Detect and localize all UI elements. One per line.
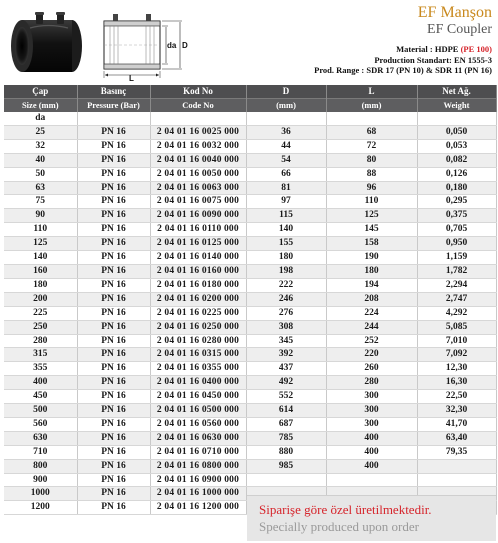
cell-weight: 0,375 — [417, 209, 496, 223]
table-row — [4, 334, 496, 348]
cell-l: 300 — [326, 390, 417, 404]
cell-weight: 1,782 — [417, 264, 496, 278]
cell-size: 50 — [4, 167, 77, 181]
col-header-d: D — [246, 85, 326, 99]
cell-size: 225 — [4, 306, 77, 320]
cell-l: 220 — [326, 348, 417, 362]
cell-weight: 4,292 — [417, 306, 496, 320]
col-subheader-code: Code No — [150, 99, 246, 113]
note-en: Specially produced upon order — [259, 519, 419, 534]
cell-l: 80 — [326, 153, 417, 167]
cell-code: 2 04 01 16 0280 000 — [150, 334, 246, 348]
cell-weight: 63,40 — [417, 431, 496, 445]
cell-d: 437 — [246, 362, 326, 376]
cell-code: 2 04 01 16 0050 000 — [150, 167, 246, 181]
cell-d: 392 — [246, 348, 326, 362]
cell-l: 72 — [326, 139, 417, 153]
cell-pressure: PN 16 — [77, 237, 150, 251]
cell-d: 66 — [246, 167, 326, 181]
cell-weight: 0,050 — [417, 125, 496, 139]
cell-l: 400 — [326, 459, 417, 473]
cell-size: 110 — [4, 223, 77, 237]
cell-weight: 41,70 — [417, 417, 496, 431]
production-standard: Production Standart: EN 1555-3 — [374, 54, 492, 65]
cell-pressure: PN 16 — [77, 473, 150, 487]
cell-l: 400 — [326, 431, 417, 445]
cell-pressure: PN 16 — [77, 292, 150, 306]
table-row — [4, 348, 496, 362]
col-subheader-l: (mm) — [326, 99, 417, 113]
table-row-da — [4, 112, 496, 125]
table-row — [4, 237, 496, 251]
cell-l: 158 — [326, 237, 417, 251]
cell-weight: 7,010 — [417, 334, 496, 348]
order-note — [247, 495, 496, 541]
cell-d: 81 — [246, 181, 326, 195]
cell-size: 280 — [4, 334, 77, 348]
table-cell — [417, 112, 496, 125]
production-range: Prod. Range : SDR 17 (PN 10) & SDR 11 (PN 16) — [314, 65, 492, 75]
cell-weight: 0,950 — [417, 237, 496, 251]
cell-code: 2 04 01 16 0560 000 — [150, 417, 246, 431]
cell-d: 54 — [246, 153, 326, 167]
cell-d: 44 — [246, 139, 326, 153]
cell-l: 68 — [326, 125, 417, 139]
table-cell — [77, 112, 150, 125]
cell-code: 2 04 01 16 0110 000 — [150, 223, 246, 237]
cell-pressure: PN 16 — [77, 264, 150, 278]
cell-code: 2 04 01 16 1000 000 — [150, 487, 246, 501]
coupler-photo — [8, 8, 88, 80]
cell-l: 194 — [326, 278, 417, 292]
cell-code: 2 04 01 16 1200 000 — [150, 501, 246, 515]
cell-pressure: PN 16 — [77, 306, 150, 320]
table-header-row — [4, 85, 496, 99]
drawing-da-label: da — [167, 41, 177, 50]
cell-d: 492 — [246, 376, 326, 390]
cell-d: 687 — [246, 417, 326, 431]
cell-weight: 0,082 — [417, 153, 496, 167]
cell-d: 246 — [246, 292, 326, 306]
cell-l: 180 — [326, 264, 417, 278]
cell-d: 276 — [246, 306, 326, 320]
cell-code: 2 04 01 16 0160 000 — [150, 264, 246, 278]
table-row — [4, 404, 496, 418]
table-row — [4, 264, 496, 278]
cell-size: 250 — [4, 320, 77, 334]
cell-pressure: PN 16 — [77, 278, 150, 292]
cell-d: 140 — [246, 223, 326, 237]
cell-code: 2 04 01 16 0040 000 — [150, 153, 246, 167]
cell-weight: 12,30 — [417, 362, 496, 376]
cell-pressure: PN 16 — [77, 376, 150, 390]
table-row — [4, 278, 496, 292]
cell-pressure: PN 16 — [77, 459, 150, 473]
table-row — [4, 195, 496, 209]
cell-l: 190 — [326, 251, 417, 265]
cell-size: 125 — [4, 237, 77, 251]
cell-size: 63 — [4, 181, 77, 195]
table-row — [4, 431, 496, 445]
col-header-weight: Net Ağ. — [417, 85, 496, 99]
table-row — [4, 459, 496, 473]
cell-weight: 5,085 — [417, 320, 496, 334]
cell-size: 180 — [4, 278, 77, 292]
cell-size: 500 — [4, 404, 77, 418]
cell-l: 96 — [326, 181, 417, 195]
cell-code: 2 04 01 16 0225 000 — [150, 306, 246, 320]
cell-weight: 79,35 — [417, 445, 496, 459]
table-row — [4, 473, 496, 487]
cell-pressure: PN 16 — [77, 445, 150, 459]
cell-d: 880 — [246, 445, 326, 459]
cell-size: 75 — [4, 195, 77, 209]
material-spec — [314, 44, 492, 55]
cell-pressure: PN 16 — [77, 431, 150, 445]
cell-size: 200 — [4, 292, 77, 306]
table-subheader-row — [4, 99, 496, 113]
cell-d: 785 — [246, 431, 326, 445]
table-row — [4, 153, 496, 167]
cell-d: 115 — [246, 209, 326, 223]
cell-pressure: PN 16 — [77, 195, 150, 209]
coupler-drawing — [96, 10, 196, 82]
cell-weight: 1,159 — [417, 251, 496, 265]
cell-d: 985 — [246, 459, 326, 473]
cell-l: 244 — [326, 320, 417, 334]
cell-pressure: PN 16 — [77, 362, 150, 376]
col-subheader-size: Size (mm) — [4, 99, 77, 113]
cell-code: 2 04 01 16 0710 000 — [150, 445, 246, 459]
cell-weight — [417, 473, 496, 487]
cell-code: 2 04 01 16 0250 000 — [150, 320, 246, 334]
col-header-pressure: Basınç — [77, 85, 150, 99]
cell-l: 110 — [326, 195, 417, 209]
cell-l: 280 — [326, 376, 417, 390]
cell-size: 710 — [4, 445, 77, 459]
cell-size: 560 — [4, 417, 77, 431]
cell-d: 97 — [246, 195, 326, 209]
cell-weight: 2,747 — [417, 292, 496, 306]
cell-code: 2 04 01 16 0800 000 — [150, 459, 246, 473]
cell-pressure: PN 16 — [77, 139, 150, 153]
table-row — [4, 167, 496, 181]
cell-d: 552 — [246, 390, 326, 404]
cell-l: 400 — [326, 445, 417, 459]
cell-code: 2 04 01 16 0355 000 — [150, 362, 246, 376]
cell-d: 198 — [246, 264, 326, 278]
table-row — [4, 390, 496, 404]
cell-l — [326, 473, 417, 487]
table-cell — [246, 112, 326, 125]
cell-pressure: PN 16 — [77, 390, 150, 404]
cell-size: 1200 — [4, 501, 77, 515]
cell-weight: 2,294 — [417, 278, 496, 292]
header — [0, 0, 498, 84]
cell-code: 2 04 01 16 0315 000 — [150, 348, 246, 362]
col-subheader-pressure: Pressure (Bar) — [77, 99, 150, 113]
col-subheader-weight: Weight — [417, 99, 496, 113]
cell-size: 800 — [4, 459, 77, 473]
cell-size: 900 — [4, 473, 77, 487]
col-header-code: Kod No — [150, 85, 246, 99]
material-label: Material : HDPE — [396, 44, 461, 54]
cell-code: 2 04 01 16 0500 000 — [150, 404, 246, 418]
table-row — [4, 292, 496, 306]
cell-size: 32 — [4, 139, 77, 153]
cell-code: 2 04 01 16 0450 000 — [150, 390, 246, 404]
cell-pressure: PN 16 — [77, 404, 150, 418]
cell-l: 224 — [326, 306, 417, 320]
cell-l: 208 — [326, 292, 417, 306]
cell-d: 614 — [246, 404, 326, 418]
table-body — [4, 112, 496, 515]
table-row — [4, 445, 496, 459]
table-row — [4, 125, 496, 139]
cell-pressure: PN 16 — [77, 251, 150, 265]
cell-code: 2 04 01 16 0063 000 — [150, 181, 246, 195]
cell-size: 1000 — [4, 487, 77, 501]
cell-pressure: PN 16 — [77, 348, 150, 362]
cell-code: 2 04 01 16 0200 000 — [150, 292, 246, 306]
table-row — [4, 376, 496, 390]
col-subheader-d: (mm) — [246, 99, 326, 113]
cell-d: 222 — [246, 278, 326, 292]
table-row — [4, 306, 496, 320]
cell-pressure: PN 16 — [77, 487, 150, 501]
cell-code: 2 04 01 16 0180 000 — [150, 278, 246, 292]
col-header-size: Çap — [4, 85, 77, 99]
cell-code: 2 04 01 16 0125 000 — [150, 237, 246, 251]
table-row — [4, 181, 496, 195]
spec-table — [4, 85, 497, 515]
cell-weight: 16,30 — [417, 376, 496, 390]
drawing-d-label: D — [182, 41, 188, 50]
cell-size: 140 — [4, 251, 77, 265]
cell-size: 400 — [4, 376, 77, 390]
table-row — [4, 417, 496, 431]
table-row — [4, 209, 496, 223]
material-grade: (PE 100) — [460, 44, 492, 54]
drawing-l-label: L — [129, 74, 134, 82]
cell-weight: 7,092 — [417, 348, 496, 362]
cell-pressure: PN 16 — [77, 334, 150, 348]
cell-size: 450 — [4, 390, 77, 404]
cell-pressure: PN 16 — [77, 153, 150, 167]
cell-l: 252 — [326, 334, 417, 348]
cell-weight: 0,053 — [417, 139, 496, 153]
cell-l: 300 — [326, 417, 417, 431]
cell-weight: 32,30 — [417, 404, 496, 418]
cell-code: 2 04 01 16 0032 000 — [150, 139, 246, 153]
cell-l: 145 — [326, 223, 417, 237]
table-cell — [326, 112, 417, 125]
cell-pressure: PN 16 — [77, 125, 150, 139]
cell-weight: 0,126 — [417, 167, 496, 181]
cell-d: 180 — [246, 251, 326, 265]
cell-weight — [417, 459, 496, 473]
cell-size: 90 — [4, 209, 77, 223]
cell-d — [246, 473, 326, 487]
cell-size: 315 — [4, 348, 77, 362]
cell-code: 2 04 01 16 0630 000 — [150, 431, 246, 445]
cell-size: 630 — [4, 431, 77, 445]
cell-pressure: PN 16 — [77, 167, 150, 181]
cell-d: 308 — [246, 320, 326, 334]
table-row — [4, 223, 496, 237]
cell-code: 2 04 01 16 0400 000 — [150, 376, 246, 390]
cell-pressure: PN 16 — [77, 320, 150, 334]
cell-size: 25 — [4, 125, 77, 139]
table-row — [4, 251, 496, 265]
cell-size: 40 — [4, 153, 77, 167]
table-row — [4, 320, 496, 334]
cell-pressure: PN 16 — [77, 417, 150, 431]
cell-weight: 22,50 — [417, 390, 496, 404]
cell-pressure: PN 16 — [77, 501, 150, 515]
cell-size: 160 — [4, 264, 77, 278]
cell-weight: 0,180 — [417, 181, 496, 195]
cell-l: 260 — [326, 362, 417, 376]
cell-pressure: PN 16 — [77, 223, 150, 237]
cell-d: 155 — [246, 237, 326, 251]
cell-l: 125 — [326, 209, 417, 223]
cell-weight: 0,705 — [417, 223, 496, 237]
cell-code: 2 04 01 16 0140 000 — [150, 251, 246, 265]
note-tr: Siparişe göre özel üretilmektedir. — [259, 502, 432, 517]
cell-size: 355 — [4, 362, 77, 376]
header-titles — [314, 4, 492, 76]
da-label-cell: da — [4, 112, 77, 125]
cell-code: 2 04 01 16 0075 000 — [150, 195, 246, 209]
cell-pressure: PN 16 — [77, 181, 150, 195]
cell-l: 300 — [326, 404, 417, 418]
table-row — [4, 362, 496, 376]
title-en: EF Coupler — [427, 22, 492, 37]
cell-weight: 0,295 — [417, 195, 496, 209]
table-row — [4, 139, 496, 153]
table-cell — [150, 112, 246, 125]
col-header-l: L — [326, 85, 417, 99]
cell-code: 2 04 01 16 0025 000 — [150, 125, 246, 139]
cell-l: 88 — [326, 167, 417, 181]
title-tr: EF Manşon — [417, 4, 492, 21]
cell-code: 2 04 01 16 0090 000 — [150, 209, 246, 223]
cell-code: 2 04 01 16 0900 000 — [150, 473, 246, 487]
cell-d: 36 — [246, 125, 326, 139]
cell-pressure: PN 16 — [77, 209, 150, 223]
cell-d: 345 — [246, 334, 326, 348]
